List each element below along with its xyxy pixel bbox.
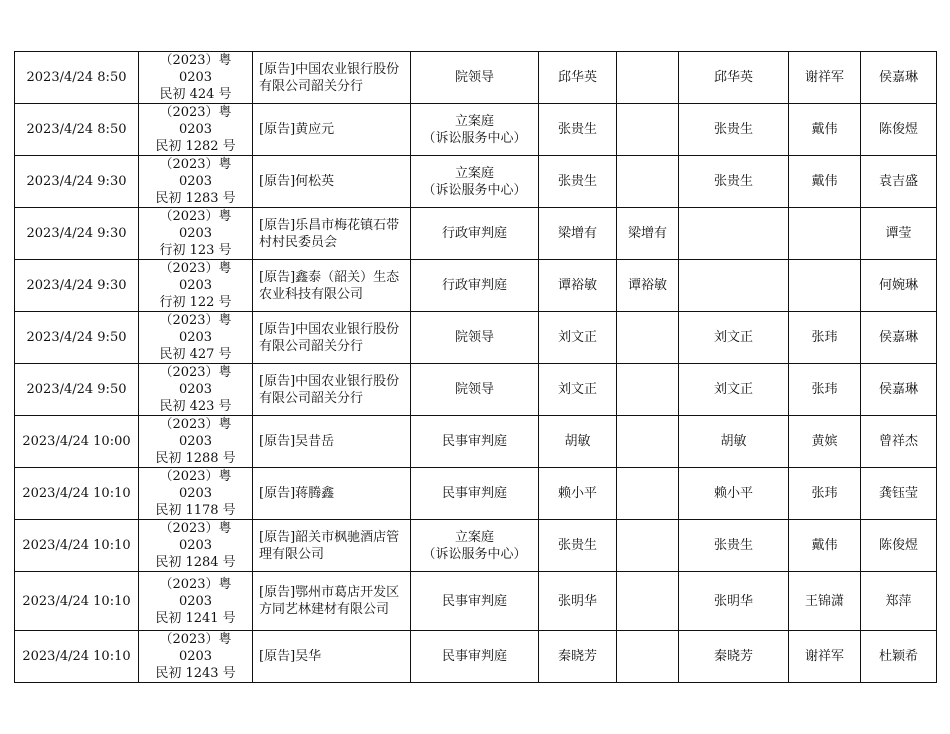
judge-name: 张贵生 <box>539 104 617 156</box>
case-number-line: （2023）粤 0203 <box>159 469 232 501</box>
sole-judge <box>617 468 679 520</box>
presiding-judge: 张贵生 <box>679 104 789 156</box>
party-name: [原告]蒋腾鑫 <box>253 468 411 520</box>
presiding-judge: 刘文正 <box>679 312 789 364</box>
table-row <box>15 104 937 156</box>
case-number-line: （2023）粤 0203 <box>159 261 232 293</box>
case-number <box>139 364 253 416</box>
department-line: 民事审判庭 <box>441 649 507 664</box>
department-line: 院领导 <box>454 330 494 345</box>
department <box>411 631 539 683</box>
presiding-judge: 邱华英 <box>679 52 789 104</box>
presiding-judge: 赖小平 <box>679 468 789 520</box>
table-row <box>15 572 937 631</box>
panel-member: 戴伟 <box>789 104 861 156</box>
hearing-time: 2023/4/24 9:30 <box>15 208 139 260</box>
hearing-time: 2023/4/24 10:00 <box>15 416 139 468</box>
clerk-name: 侯嘉琳 <box>861 52 937 104</box>
hearing-time: 2023/4/24 8:50 <box>15 104 139 156</box>
department <box>411 416 539 468</box>
department-line: 院领导 <box>454 382 494 397</box>
department-line: 立案庭 <box>454 529 494 545</box>
case-number-line: （2023）粤 0203 <box>159 53 232 85</box>
panel-member: 张玮 <box>789 312 861 364</box>
sole-judge <box>617 520 679 572</box>
department-line: 院领导 <box>454 70 494 85</box>
case-number <box>139 156 253 208</box>
hearing-schedule-table <box>14 51 937 683</box>
hearing-time: 2023/4/24 9:50 <box>15 364 139 416</box>
hearing-time: 2023/4/24 10:10 <box>15 631 139 683</box>
panel-member: 谢祥军 <box>789 52 861 104</box>
case-number <box>139 312 253 364</box>
sole-judge <box>617 52 679 104</box>
sole-judge <box>617 631 679 683</box>
case-number-line: 民初 1241 号 <box>155 610 236 626</box>
case-number <box>139 520 253 572</box>
department <box>411 572 539 631</box>
hearing-time: 2023/4/24 8:50 <box>15 52 139 104</box>
party-name: [原告]乐昌市梅花镇石带村村民委员会 <box>253 208 411 260</box>
sole-judge: 梁增有 <box>617 208 679 260</box>
party-name: [原告]韶关市枫驰酒店管理有限公司 <box>253 520 411 572</box>
department-line: （诉讼服务中心） <box>422 546 527 562</box>
department-line: 立案庭 <box>454 165 494 181</box>
presiding-judge: 秦晓芳 <box>679 631 789 683</box>
panel-member: 戴伟 <box>789 156 861 208</box>
party-name: [原告]吴华 <box>253 631 411 683</box>
party-name: [原告]中国农业银行股份有限公司韶关分行 <box>253 364 411 416</box>
case-number-line: 民初 427 号 <box>159 347 232 362</box>
department <box>411 364 539 416</box>
hearing-time: 2023/4/24 9:30 <box>15 260 139 312</box>
presiding-judge: 张贵生 <box>679 520 789 572</box>
table-row <box>15 416 937 468</box>
case-number-line: （2023）粤 0203 <box>159 157 232 189</box>
party-name: [原告]中国农业银行股份有限公司韶关分行 <box>253 312 411 364</box>
sole-judge <box>617 312 679 364</box>
case-number-line: 民初 424 号 <box>159 87 232 102</box>
case-number-line: （2023）粤 0203 <box>159 105 232 137</box>
judge-name: 张明华 <box>539 572 617 631</box>
judge-name: 邱华英 <box>539 52 617 104</box>
clerk-name: 侯嘉琳 <box>861 312 937 364</box>
panel-member: 谢祥军 <box>789 631 861 683</box>
case-number <box>139 52 253 104</box>
hearing-time: 2023/4/24 9:30 <box>15 156 139 208</box>
sole-judge <box>617 156 679 208</box>
department-line: 行政审判庭 <box>441 278 507 293</box>
department <box>411 520 539 572</box>
department <box>411 156 539 208</box>
table-row <box>15 156 937 208</box>
panel-member: 张玮 <box>789 364 861 416</box>
judge-name: 刘文正 <box>539 364 617 416</box>
hearing-time: 2023/4/24 10:10 <box>15 468 139 520</box>
judge-name: 赖小平 <box>539 468 617 520</box>
hearing-time: 2023/4/24 9:50 <box>15 312 139 364</box>
case-number <box>139 572 253 631</box>
case-number <box>139 468 253 520</box>
judge-name: 秦晓芳 <box>539 631 617 683</box>
clerk-name: 郑萍 <box>861 572 937 631</box>
judge-name: 张贵生 <box>539 156 617 208</box>
panel-member: 戴伟 <box>789 520 861 572</box>
department <box>411 312 539 364</box>
table-row <box>15 208 937 260</box>
presiding-judge: 张明华 <box>679 572 789 631</box>
table-row <box>15 52 937 104</box>
clerk-name: 袁吉盛 <box>861 156 937 208</box>
case-number <box>139 631 253 683</box>
department-line: 立案庭 <box>454 113 494 129</box>
clerk-name: 谭莹 <box>861 208 937 260</box>
table-row <box>15 364 937 416</box>
clerk-name: 杜颖希 <box>861 631 937 683</box>
case-number <box>139 260 253 312</box>
case-number-line: （2023）粤 0203 <box>159 209 232 241</box>
case-number-line: 民初 1178 号 <box>155 503 236 518</box>
table-row <box>15 631 937 683</box>
case-number-line: 行初 122 号 <box>159 295 232 310</box>
hearing-time: 2023/4/24 10:10 <box>15 520 139 572</box>
clerk-name: 陈俊煜 <box>861 104 937 156</box>
case-number-line: （2023）粤 0203 <box>159 417 232 449</box>
department-line: 民事审判庭 <box>441 486 507 501</box>
case-number <box>139 104 253 156</box>
table-row <box>15 520 937 572</box>
case-number <box>139 416 253 468</box>
case-number-line: 民初 1243 号 <box>155 666 236 681</box>
case-number-line: 民初 1288 号 <box>155 451 236 466</box>
party-name: [原告]鑫泰（韶关）生态农业科技有限公司 <box>253 260 411 312</box>
clerk-name: 侯嘉琳 <box>861 364 937 416</box>
clerk-name: 陈俊煜 <box>861 520 937 572</box>
clerk-name: 龚钰莹 <box>861 468 937 520</box>
party-name: [原告]黄应元 <box>253 104 411 156</box>
department-line: 民事审判庭 <box>441 593 507 609</box>
case-number-line: 民初 1284 号 <box>155 555 236 570</box>
department <box>411 260 539 312</box>
clerk-name: 曾祥杰 <box>861 416 937 468</box>
case-number-line: （2023）粤 0203 <box>159 576 232 609</box>
sole-judge: 谭裕敏 <box>617 260 679 312</box>
case-number-line: 民初 1282 号 <box>155 139 236 154</box>
sole-judge <box>617 364 679 416</box>
sole-judge <box>617 104 679 156</box>
presiding-judge <box>679 260 789 312</box>
judge-name: 张贵生 <box>539 520 617 572</box>
judge-name: 梁增有 <box>539 208 617 260</box>
party-name: [原告]吴昔岳 <box>253 416 411 468</box>
department <box>411 208 539 260</box>
presiding-judge: 张贵生 <box>679 156 789 208</box>
department <box>411 468 539 520</box>
case-number-line: 民初 423 号 <box>159 399 232 414</box>
panel-member <box>789 208 861 260</box>
clerk-name: 何婉琳 <box>861 260 937 312</box>
case-number-line: （2023）粤 0203 <box>159 632 232 664</box>
judge-name: 刘文正 <box>539 312 617 364</box>
department-line: 民事审判庭 <box>441 434 507 449</box>
judge-name: 谭裕敏 <box>539 260 617 312</box>
panel-member <box>789 260 861 312</box>
panel-member: 张玮 <box>789 468 861 520</box>
presiding-judge: 胡敏 <box>679 416 789 468</box>
panel-member: 黄嫔 <box>789 416 861 468</box>
table-row <box>15 260 937 312</box>
table-row <box>15 312 937 364</box>
party-name: [原告]中国农业银行股份有限公司韶关分行 <box>253 52 411 104</box>
department-line: 行政审判庭 <box>441 226 507 241</box>
case-number-line: 行初 123 号 <box>159 243 232 258</box>
schedule-body <box>15 52 937 683</box>
party-name: [原告]鄂州市葛店开发区方同艺林建材有限公司 <box>253 572 411 631</box>
department <box>411 52 539 104</box>
department-line: （诉讼服务中心） <box>422 130 527 146</box>
case-number-line: 民初 1283 号 <box>155 191 236 206</box>
judge-name: 胡敏 <box>539 416 617 468</box>
case-number <box>139 208 253 260</box>
sole-judge <box>617 416 679 468</box>
department-line: （诉讼服务中心） <box>422 182 527 198</box>
department <box>411 104 539 156</box>
hearing-time: 2023/4/24 10:10 <box>15 572 139 631</box>
presiding-judge <box>679 208 789 260</box>
party-name: [原告]何松英 <box>253 156 411 208</box>
presiding-judge: 刘文正 <box>679 364 789 416</box>
table-row <box>15 468 937 520</box>
sole-judge <box>617 572 679 631</box>
panel-member: 王锦潇 <box>789 572 861 631</box>
case-number-line: （2023）粤 0203 <box>159 365 232 397</box>
case-number-line: （2023）粤 0203 <box>159 521 232 553</box>
case-number-line: （2023）粤 0203 <box>159 313 232 345</box>
